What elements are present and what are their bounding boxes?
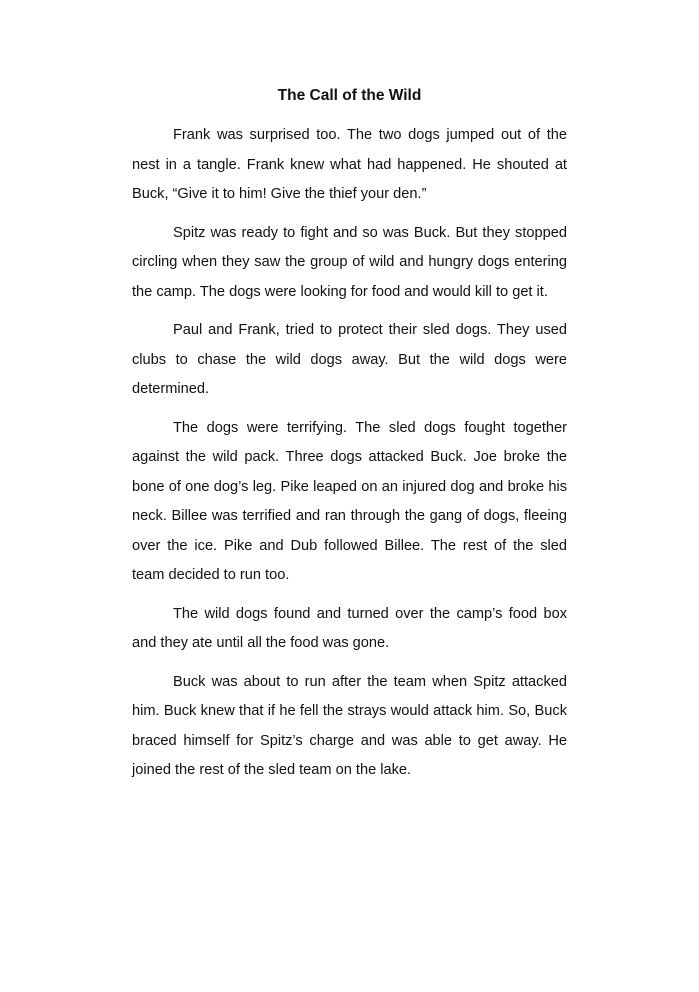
document-title: The Call of the Wild	[277, 87, 422, 104]
document-body	[132, 86, 567, 795]
paragraph: Buck was about to run after the team when Spitz attacked him. Buck knew that if he fell the strays would attack him. So, Buck braced himself for Spitz’s charge and was able to get away. He joined the rest of the sled team on the lake.	[132, 673, 567, 778]
paragraph: Frank was surprised too. The two dogs jumped out of the nest in a tangle. Frank knew what had happened. He shouted at Buck, “Give it to him! Give the thief your den.”	[132, 127, 567, 202]
paragraph: The dogs were terrifying. The sled dogs fought together against the wild pack. Three dogs attacked Buck. Joe broke the bone of one dog’s leg. Pike leaped on an injured dog and broke his neck. Billee was terrified and ran through the gang of dogs, fleeing over the ice. Pike and Dub followed Billee. The rest of the sled team decided to run too.	[132, 419, 567, 583]
paragraph: The wild dogs found and turned over the camp’s food box and they ate until all the food was gone.	[132, 605, 567, 651]
paragraph: Paul and Frank, tried to protect their sled dogs. They used clubs to chase the wild dogs away. But the wild dogs were determined.	[132, 322, 567, 397]
paragraph: Spitz was ready to fight and so was Buck. But they stopped circling when they saw the group of wild and hungry dogs entering the camp. The dogs were looking for food and would kill to get it.	[132, 224, 567, 300]
